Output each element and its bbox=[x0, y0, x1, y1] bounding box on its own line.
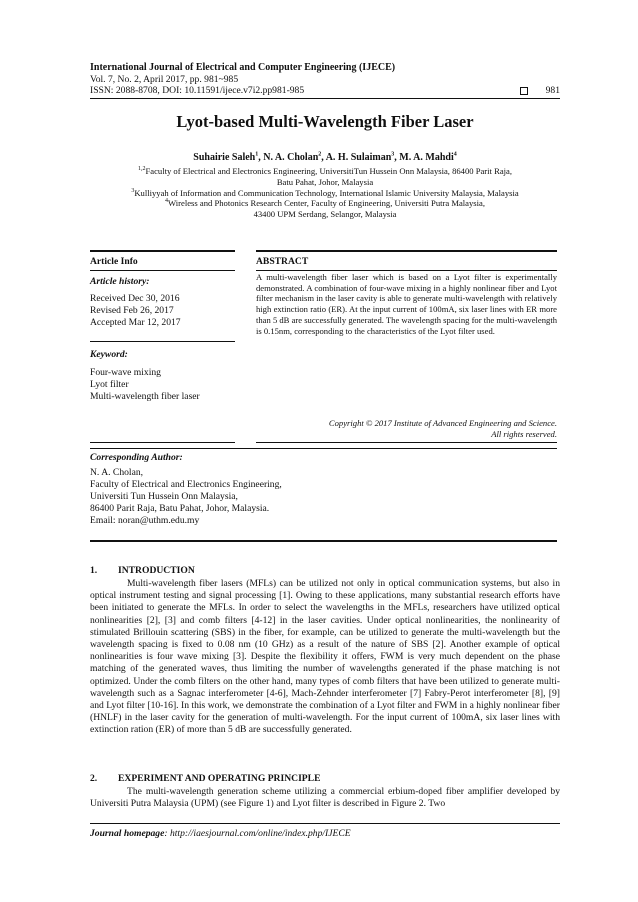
info-top-rule bbox=[90, 250, 235, 252]
affiliation-line: $^{1,2}$Faculty of Electrical and Electronics Engineering, UniversitiTun Hussein Onn Malaysia, 86400 Parit Raja, bbox=[137, 166, 512, 176]
abstract-bottom-rule bbox=[256, 442, 557, 443]
abstract-text: A multi-wavelength fiber laser which is based on a Lyot filter is experimentally demonstrated. A combination of four-wave mixing in a highly nonlinear fiber and Lyot filter mechanism in the laser cavity is able to generate multi-wavelength with relatively high extinction ratio (ER). At the input current of 100mA, six laser lines with ER more than 5 dB are successfully generated. The wavelength spacing for the multi-wavelength is 0.15nm, corresponding to the characteristics of the Lyot filter used. bbox=[256, 272, 557, 336]
corresponding-label: Corresponding Author: bbox=[90, 452, 183, 463]
journal-homepage: Journal homepage: http://iaesjournal.com/online/index.php/IJECE bbox=[90, 828, 351, 839]
revised-date: Revised Feb 26, 2017 bbox=[90, 305, 174, 316]
section-paragraph: Multi-wavelength fiber lasers (MFLs) can be utilized not only in optical communication systems, but also in optical instrument testing and signal processing [1]. Owing to these applications, many substantial research efforts have been initiated to generate the MFLs. In order to select the wavelengths in the MFLs, researchers have utilized optical nonlinearities [2], [3] and comb filters [4-12] in the laser cavities. Under optical nonlinearities, the nonlinearity of stimulated Brillouin scattering (SBS) in the fiber, for example, can be utilized to generate the multi-wavelength but the wavelength spacing is fixed to 0.08 nm (10 GHz) as a result of the nature of SBS [2]. Another example of optical nonlinearities is four wave mixing [3]. Despite the flexibility it offers, FWM is very much dependent on the phase matching of the generated waves, thus limiting the number of wavelengths generated if the phase matching is not optimized. Under the comb filters on the other hand, many types of comb filters that have been utilized to generate multi-wavelength such as a Sagnac interferometer [4-6], Mach-Zehnder interferometer [7] Fabry-Perot interferometer [8], [9] and Lyot filter [10-16]. In this work, we demonstrate the combination of a Lyot filter and FWM in a highly nonlinear fiber (HNLF) in the laser cavity for the generation of multi-wavelength. For the input current of 100mA, six laser lines with extinction ration (ER) of more than 5 dB are successfully generated. bbox=[90, 578, 560, 736]
corresponding-details: N. A. Cholan, Faculty of Electrical and Electronics Engineering, Universiti Tun Hussein Onn Malaysia, 86400 Parit Raja, Batu Pahat, Johor, Malaysia. Email: noran@uthm.edu.my bbox=[90, 467, 390, 527]
affiliation-line: 43400 UPM Serdang, Selangor, Malaysia bbox=[253, 209, 397, 220]
section-introduction bbox=[90, 565, 560, 737]
affiliation-line: $^3$Kulliyyah of Information and Communication Technology, International Islamic University Malaysia, Malaysia bbox=[131, 187, 519, 198]
author-name: N. A. Cholan bbox=[263, 152, 319, 163]
affiliation-line: $^4$Wireless and Photonics Research Center, Faculty of Engineering, Universiti Putra Malaysia, bbox=[165, 198, 485, 209]
abstract-top-rule bbox=[256, 250, 557, 252]
history-dates bbox=[90, 293, 181, 329]
author-sup: 1 bbox=[255, 151, 259, 158]
corresponding-email: Email: noran@uthm.edu.my bbox=[90, 515, 200, 526]
affiliations bbox=[90, 166, 560, 220]
paper-title: Lyot-based Multi-Wavelength Fiber Laser bbox=[176, 112, 474, 131]
homepage-link[interactable]: http://iaesjournal.com/online/index.php/IJECE bbox=[169, 828, 351, 839]
abstract-heading: ABSTRACT bbox=[256, 256, 309, 267]
footer-rule bbox=[90, 823, 560, 824]
journal-name: International Journal of Electrical and Computer Engineering (IJECE) bbox=[90, 62, 396, 73]
received-date: Received Dec 30, 2016 bbox=[90, 293, 180, 304]
author-name: Suhairie Saleh bbox=[193, 152, 256, 163]
section-experiment bbox=[90, 773, 560, 810]
keyword-item: Lyot filter bbox=[90, 379, 129, 390]
running-header bbox=[90, 62, 560, 97]
section-heading: 2. EXPERIMENT AND OPERATING PRINCIPLE bbox=[90, 773, 321, 784]
copyright-notice: Copyright © 2017 Institute of Advanced Engineering and Science. All rights reserved. bbox=[328, 418, 557, 439]
keyword-item: Multi-wavelength fiber laser bbox=[90, 391, 200, 402]
keyword-list bbox=[90, 367, 200, 403]
section-heading: 1. INTRODUCTION bbox=[90, 565, 195, 576]
author-sup: 3 bbox=[391, 151, 395, 158]
author-name: A. H. Sulaiman bbox=[325, 152, 392, 163]
volume-line: Vol. 7, No. 2, April 2017, pp. 981~985 bbox=[90, 73, 239, 85]
history-label: Article history: bbox=[90, 276, 150, 287]
section-paragraph: The multi-wavelength generation scheme utilizing a commercial erbium-doped fiber amplifier developed by Universiti Putra Malaysia (UPM) (see Figure 1) and Lyot filter is described in Figure 2. Two bbox=[90, 786, 560, 810]
issn-line: ISSN: 2088-8708, DOI: 10.11591/ijece.v7i2.pp981-985 bbox=[90, 85, 305, 96]
keyword-label: Keyword: bbox=[90, 349, 128, 360]
info-rule bbox=[90, 270, 235, 271]
author-list: Suhairie Saleh$^1$, N. A. Cholan$^2$, A. H. Sulaiman$^3$, M. A. Mahdi$^4$ bbox=[193, 151, 457, 163]
accepted-date: Accepted Mar 12, 2017 bbox=[90, 317, 181, 328]
info-bottom-rule bbox=[90, 442, 235, 443]
checkbox-square-icon bbox=[520, 87, 528, 95]
author-sup: 4 bbox=[453, 151, 457, 158]
abstract-rule bbox=[256, 270, 557, 271]
keyword-rule bbox=[90, 341, 235, 342]
article-info-heading: Article Info bbox=[90, 256, 138, 267]
affiliation-line: Batu Pahat, Johor, Malaysia bbox=[276, 176, 374, 187]
author-name: M. A. Mahdi bbox=[399, 152, 454, 163]
corr-bottom-rule bbox=[90, 540, 557, 542]
author-sup: 2 bbox=[318, 151, 322, 158]
keyword-item: Four-wave mixing bbox=[90, 367, 161, 378]
corr-top-rule bbox=[90, 448, 557, 449]
header-rule bbox=[90, 98, 560, 99]
page-number: 981 bbox=[545, 85, 560, 96]
